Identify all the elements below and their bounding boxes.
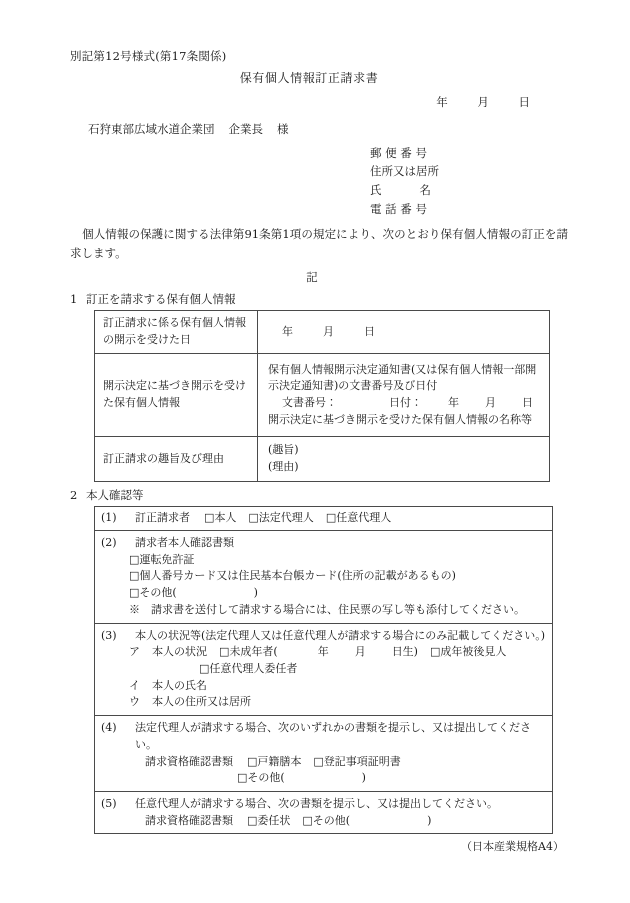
checkbox-family-register[interactable]: □戸籍膳本 bbox=[247, 754, 302, 768]
document-date-day: 日 bbox=[522, 396, 533, 409]
applicant-address-label: 住所又は居所 bbox=[370, 164, 439, 179]
item1-label: 訂正請求者 bbox=[135, 511, 190, 525]
section1-table bbox=[94, 310, 550, 482]
item5-marker: (5) bbox=[101, 797, 117, 811]
table-row bbox=[95, 437, 550, 482]
item2-note-row bbox=[101, 602, 546, 619]
item2-option-row bbox=[101, 552, 546, 569]
identity-documents-cell bbox=[95, 530, 553, 623]
item5-doc-label: 請求資格確認書類 bbox=[145, 813, 233, 827]
item5-label: 任意代理人が請求する場合、次の書類を提示し、又は提出してください。 bbox=[135, 797, 498, 811]
paper-size-note: （日本産業規格A4） bbox=[461, 840, 564, 854]
date-year-label: 年 bbox=[436, 95, 448, 110]
checkbox-item5-other[interactable]: □その他( ) bbox=[302, 813, 432, 827]
minor-birth-year: 年 bbox=[317, 645, 329, 659]
applicant-name-label bbox=[370, 181, 568, 200]
checkbox-registration-certificate[interactable]: □登記事項証明書 bbox=[313, 754, 401, 768]
item3-label: 本人の状況等(法定代理人又は任意代理人が請求する場合にのみ記載してください。) bbox=[135, 628, 546, 642]
section1-number: 1 bbox=[70, 291, 78, 306]
disclosure-date-day: 日 bbox=[364, 324, 375, 338]
document-title: 保有個人情報訂正請求書 bbox=[239, 71, 379, 86]
applicant-phone-label: 電 話 番 号 bbox=[370, 201, 427, 216]
item2-heading bbox=[101, 535, 546, 552]
disclosure-date-label: 訂正請求に係る保有個人情報の開示を受けた日 bbox=[95, 311, 258, 354]
requester-type-cell bbox=[95, 507, 553, 531]
checkbox-self[interactable]: □本人 bbox=[204, 511, 237, 525]
table-row bbox=[95, 507, 553, 531]
document-date-label: 日付： bbox=[389, 396, 422, 409]
item3-sub-a2 bbox=[101, 661, 546, 678]
item3-marker: (3) bbox=[101, 628, 117, 642]
intro-paragraph bbox=[70, 225, 568, 262]
sub-b-marker: イ bbox=[129, 678, 140, 692]
minor-birth-month: 月 bbox=[354, 645, 366, 659]
correction-purpose-value bbox=[258, 437, 550, 482]
table-row bbox=[95, 623, 553, 716]
section2-table bbox=[94, 506, 553, 834]
section1-heading bbox=[70, 291, 568, 308]
item3-sub-a bbox=[101, 644, 546, 661]
document-number-label: 文書番号： bbox=[282, 396, 337, 409]
item4-marker: (4) bbox=[101, 721, 117, 735]
purpose-field[interactable]: (趣旨) bbox=[268, 443, 299, 457]
disclosed-info-line3: 開示決定に基づき開示を受けた保有個人情報の名称等 bbox=[268, 412, 532, 426]
document-date-month: 月 bbox=[485, 396, 496, 409]
disclosure-date-value bbox=[258, 311, 550, 354]
date-month-label: 月 bbox=[477, 95, 489, 110]
checkbox-voluntary-delegator[interactable]: □任意代理人委任者 bbox=[199, 662, 298, 675]
item3-sub-c bbox=[101, 694, 546, 711]
correction-purpose-label: 訂正請求の趣旨及び理由 bbox=[95, 437, 258, 482]
item3-sub-b bbox=[101, 678, 546, 695]
applicant-name-label-first: 氏 bbox=[370, 183, 382, 197]
addressee-organization: 石狩東部広域水道企業団 bbox=[88, 121, 215, 136]
table-row bbox=[95, 792, 553, 834]
date-day-label: 日 bbox=[518, 95, 530, 110]
intro-text: 個人情報の保護に関する法律第91条第1項の規定により、次のとおり保有個人情報の訂正を請求します。 bbox=[70, 227, 568, 260]
sub-c-marker: ウ bbox=[129, 695, 140, 709]
minor-birth-day: 日生) bbox=[391, 645, 418, 659]
item3-heading bbox=[101, 628, 546, 645]
table-row bbox=[95, 311, 550, 354]
checkbox-item4-other[interactable]: □その他( ) bbox=[237, 771, 366, 785]
sub-b-label: 本人の氏名 bbox=[152, 678, 207, 692]
checkbox-legal-representative[interactable]: □法定代理人 bbox=[248, 511, 314, 525]
item4-other-row bbox=[101, 770, 546, 787]
checkbox-other-document[interactable]: □その他( ) bbox=[129, 586, 258, 600]
submission-date-line bbox=[70, 94, 568, 111]
sub-c-label: 本人の住所又は居所 bbox=[152, 695, 251, 709]
table-row bbox=[95, 354, 550, 437]
item4-doc-label: 請求資格確認書類 bbox=[145, 754, 233, 768]
sub-a-marker: ア bbox=[129, 645, 140, 659]
item5-docs-row bbox=[101, 813, 546, 830]
disclosed-info-line1: 保有個人情報開示決定通知書(又は保有個人情報一部開示決定通知書)の文書番号及び日付 bbox=[268, 362, 537, 393]
form-code: 別記第12号様式(第17条関係) bbox=[70, 49, 227, 63]
item2-note: ※ 請求書を送付して請求する場合には、住民票の写し等も添付してください。 bbox=[129, 602, 525, 616]
checkbox-drivers-license[interactable]: □運転免許証 bbox=[129, 552, 195, 566]
item4-heading bbox=[101, 720, 546, 753]
table-row bbox=[95, 530, 553, 623]
disclosed-info-label: 開示決定に基づき開示を受けた保有個人情報 bbox=[95, 354, 258, 437]
addressee-honorific: 様 bbox=[277, 121, 289, 136]
item4-docs-row bbox=[101, 754, 546, 771]
reason-field[interactable]: (理由) bbox=[268, 460, 299, 473]
applicant-name-label-last: 名 bbox=[419, 183, 431, 197]
item1-marker: (1) bbox=[101, 511, 117, 525]
item2-option-row bbox=[101, 568, 546, 585]
item2-label: 請求者本人確認書類 bbox=[135, 535, 234, 549]
section2-number: 2 bbox=[70, 488, 78, 502]
checkbox-voluntary-representative[interactable]: □任意代理人 bbox=[325, 511, 392, 525]
principal-status-cell bbox=[95, 623, 553, 716]
disclosed-info-value bbox=[258, 354, 550, 437]
applicant-fields bbox=[70, 144, 568, 219]
checkbox-minor[interactable]: □未成年者( bbox=[219, 645, 278, 659]
disclosure-date-month: 月 bbox=[323, 324, 334, 338]
voluntary-representative-cell bbox=[95, 792, 553, 834]
item2-option-row bbox=[101, 585, 546, 602]
item4-label: 法定代理人が請求する場合、次のいずれかの書類を提示し、又は提出してください。 bbox=[135, 721, 531, 751]
disclosure-date-year: 年 bbox=[282, 324, 293, 338]
checkbox-adult-ward[interactable]: □成年被後見人 bbox=[429, 645, 507, 659]
item5-heading bbox=[101, 796, 546, 813]
section2-heading bbox=[70, 487, 568, 504]
checkbox-my-number-card[interactable]: □個人番号カード又は住民基本台帳カード(住所の記載があるもの) bbox=[129, 569, 456, 583]
legal-representative-cell bbox=[95, 716, 553, 792]
ki-marker: 記 bbox=[306, 269, 318, 284]
addressee-role: 企業長 bbox=[228, 121, 263, 136]
section2-title: 本人確認等 bbox=[86, 488, 144, 502]
disclosed-info-line2 bbox=[268, 395, 543, 412]
sub-a-label: 本人の状況 bbox=[152, 645, 207, 659]
checkbox-power-of-attorney[interactable]: □委任状 bbox=[247, 813, 291, 827]
applicant-postal-code-label: 郵 便 番 号 bbox=[370, 145, 427, 160]
addressee-line bbox=[70, 121, 568, 138]
document-date-year: 年 bbox=[448, 396, 459, 409]
table-row bbox=[95, 716, 553, 792]
section1-title: 訂正を請求する保有個人情報 bbox=[86, 291, 236, 306]
item2-marker: (2) bbox=[101, 535, 117, 549]
